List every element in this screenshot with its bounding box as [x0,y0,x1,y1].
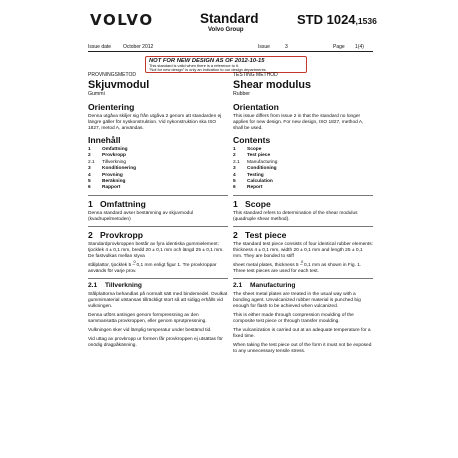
section-2-1-text-en-2: This is either made through compression moulding of the composite test piece or through transfer moulding. [233,312,354,324]
toc-item: 2.1 Manufacturing [233,159,278,165]
tolerance: 0 – 0,1 [132,258,144,268]
section-2-heading-en: 2 Test piece [233,229,287,240]
orientation-text-en: This issue differs from issue 2 in that the standard no longer applies for new design. For new design, ISO 1827, method A, shall be used. [233,114,364,131]
doc-type-sv: PROVNINGSMETOD [88,72,136,78]
section-2-1-text-sv-3: Vulkningen sker vid lämplig temperatur under bestämd tid. [88,327,212,333]
section-2-text-sv: Standardprovkroppen består av fyra identiska gummielement: tjocklek 4 ± 0,1 mm, bredd 20 ± 0,1 mm och längd 25 ± 0,1 mm. De fastvulkas mellan styva [88,241,224,259]
orientation-heading-en: Orientation [233,102,279,112]
notice-line-2: "Not for new design" is only an indication to our design departments. [149,67,267,73]
standard-title: Standard [200,11,259,26]
english-column [233,72,373,358]
section-1-text-en: This standard refers to determination of the shear modulus (quadruple shear method). [233,210,358,222]
toc-item: 5 Calculation [233,179,273,185]
toc-item: 1 Scope [233,147,262,152]
swedish-column [88,72,228,352]
contents-heading-en: Contents [233,135,271,145]
section-divider [233,278,373,279]
header-rule [88,51,373,52]
contents-heading-sv: Innehåll [88,135,121,145]
doc-type-en: TESTING METHOD [233,72,278,78]
section-2-1-text-en-1: The sheet metal plates are treated in the usual way with a bonding agent. Unvulcanized rubber material is punched big enough for flash to be achieved when vulcanized. [233,291,361,309]
section-divider [233,195,373,196]
section-2-1-text-sv-4: Vid uttag av provkropp ur formen får provkroppen ej utsättas för onödig dragpåkänning. [88,336,223,348]
toc-en [233,147,373,192]
toc-item: 4 Provning [88,172,123,178]
toc-item: 2 Provkropp [88,153,126,159]
standard-number [297,12,377,27]
notice-line-1: This standard is valid when there is a reference to it. [149,63,239,68]
section-2-text-en-2: sheet metal plates, thickness 5 0 – 0,1 mm as shown in Fig. 1. Three test pieces are used for each test. [233,258,362,274]
section-2-1-heading-en: 2.1 Manufacturing [233,281,296,289]
section-2-1-text-en-3: The vulcanization is carried out at an adequate temperature for a fixed time. [233,327,371,339]
notice-title: NOT FOR NEW DESIGN AS OF 2012-10-15 [149,58,265,64]
page-number: 1(4) [355,44,364,50]
issue-label: Issue [258,44,270,50]
doc-title-sv: Skjuvmodul [88,79,150,91]
section-1-heading-en: 1 Scope [233,198,271,209]
issue-date-label: Issue date [88,44,112,50]
toc-item: 1 Omfattning [88,147,128,152]
orientation-heading-sv: Orientering [88,102,135,112]
section-divider [88,195,228,196]
section-divider [88,278,228,279]
toc-item: 3 Conditioning [233,166,277,172]
material-sv: Gummi [88,91,105,97]
doc-title-en: Shear modulus [233,79,311,91]
section-2-1-text-en-4: When taking the test piece out of the form it must not be exposed to any unnecessary tensile stress. [233,342,372,354]
orientation-text-sv: Denna utgåva skiljer sig från utgåva 2 genom att standarden ej längre gäller för nyskonstruktion. Vid nykonstruktion ska ISO 1827, metod A, användas. [88,114,222,131]
section-1-heading-sv: 1 Omfattning [88,198,146,209]
toc-item: 2.1 Tillverkning [88,159,127,165]
section-2-1-text-sv-1: Stålplattorna behandlas på normalt sätt med bindemedel. Ovulkat gummimaterial utstansas tillräckligt stort så att sidigg erhålls vid vulkningen. [88,291,228,309]
toc-item: 5 Beräkning [88,179,126,185]
standard-subtitle: Volvo Group [208,27,244,33]
toc-item: 6 Rapport [88,185,121,191]
not-for-new-design-notice [145,56,307,73]
section-2-text-en: The standard test piece consists of four identical rubber elements: thickness 4 ± 0,1 mm, width 20 ± 0,1 mm and length 25 ± 0,1 mm. They are bonded to stiff [233,241,373,259]
toc-item: 4 Testing [233,172,264,178]
standard-number-suffix: ,1536 [355,16,377,26]
page-label: Page [333,44,345,50]
section-divider [88,226,228,227]
section-divider [233,226,373,227]
material-en: Rubber [233,91,251,97]
toc-sv [88,147,228,192]
issue-date: October 2012 [123,44,154,50]
issue-number: 3 [285,44,288,50]
section-2-heading-sv: 2 Provkropp [88,229,143,240]
section-2-text-sv-2: stålplattor, tjocklek 5 0 – 0,1 mm enligt figur 1. Tre provkroppar används för varje prov. [88,258,217,274]
toc-item: 3 Konditionering [88,166,137,172]
section-1-text-sv: Denna standard avser bestämning av skjuvmodul (kvadrupelmetoden) [88,210,194,222]
standard-number-main: STD 1024 [297,12,356,27]
section-2-1-text-sv-2: Denna utförs antingen genom formpressning av den sammansatta provkroppen, eller genom sprutpressning. [88,312,207,324]
toc-item: 6 Report [233,185,263,191]
volvo-logo: VOLVO [90,11,154,29]
tolerance: 0 – 0,1 [299,258,311,268]
section-2-1-heading-sv: 2.1 Tillverkning [88,281,142,289]
toc-item: 2 Test piece [233,153,271,159]
